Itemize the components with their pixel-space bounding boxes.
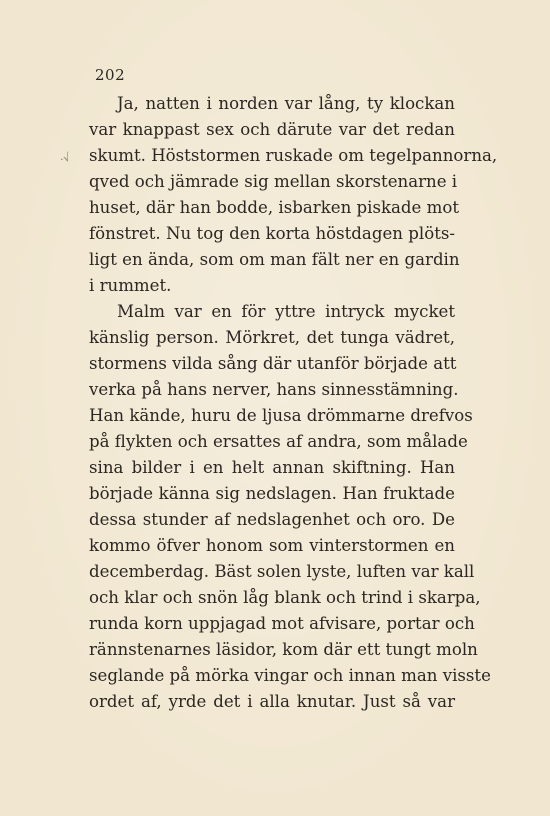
text-line: huset, där han bodde, isbarken piskade mot	[89, 198, 460, 217]
margin-mark: ·√	[58, 150, 73, 167]
text-line: decemberdag. Bäst solen lyste, luften var kall	[89, 562, 475, 581]
text-line: verka på hans nerver, hans sinnesstämning.	[89, 380, 459, 399]
text-line: runda korn uppjagad mot afvisare, portar och	[89, 614, 475, 633]
text-line: seglande på mörka vingar och innan man visste	[89, 666, 491, 685]
text-line: Ja, natten i norden var lång, ty klockan	[117, 94, 455, 113]
text-line: Han kände, huru de ljusa drömmarne drefvos	[89, 406, 473, 425]
page-number: 202	[95, 66, 126, 84]
text-line: på flykten och ersattes af andra, som målade	[89, 432, 468, 451]
text-line: och klar och snön låg blank och trind i skarpa,	[89, 588, 481, 607]
text-line: kommo öfver honom som vinterstormen en	[89, 536, 455, 555]
text-line: dessa stunder af nedslagenhet och oro. De	[89, 510, 455, 529]
text-line: började känna sig nedslagen. Han fruktade	[89, 484, 455, 503]
text-line: fönstret. Nu tog den korta höstdagen plöts-	[89, 224, 455, 243]
text-line: ligt en ända, som om man fält ner en gardin	[89, 250, 460, 269]
text-line: rännstenarnes läsidor, kom där ett tungt moln	[89, 640, 478, 659]
text-line: stormens vilda sång där utanför började att	[89, 354, 457, 373]
text-line: skumt. Höststormen ruskade om tegelpannorna,	[89, 146, 498, 165]
text-line: Malm var en för yttre intryck mycket	[117, 302, 455, 321]
text-line: känslig person. Mörkret, det tunga vädret,	[89, 328, 455, 347]
text-line: i rummet.	[89, 276, 172, 295]
text-line: sina bilder i en helt annan skiftning. Han	[89, 458, 455, 477]
text-line: ordet af, yrde det i alla knutar. Just så var	[89, 692, 455, 711]
text-line: qved och jämrade sig mellan skorstenarne i	[89, 172, 458, 191]
text-line: var knappast sex och därute var det redan	[89, 120, 455, 139]
